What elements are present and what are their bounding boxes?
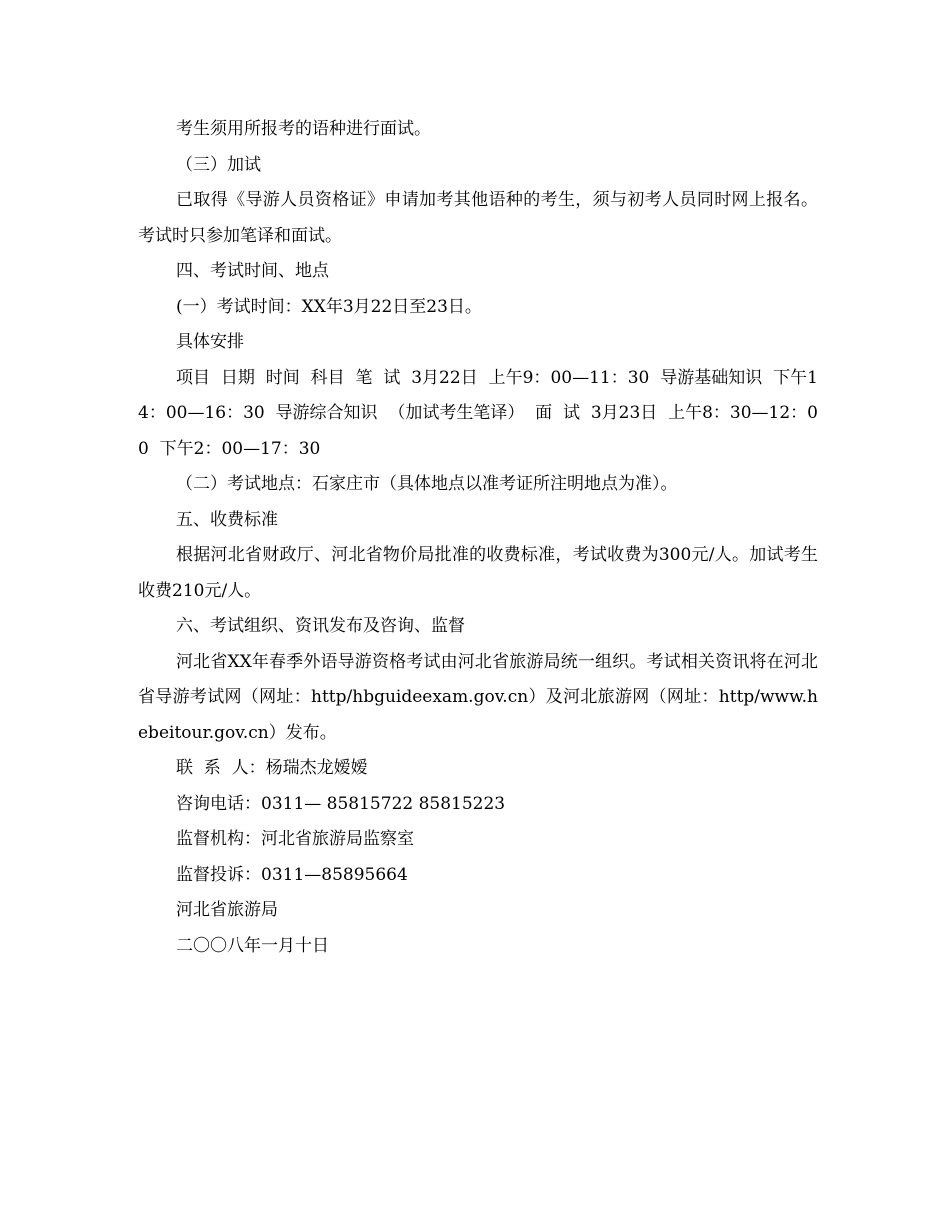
heading-exam-time-place: 四、考试时间、地点 xyxy=(176,261,329,281)
heading-fee-standard: 五、收费标准 xyxy=(176,509,278,530)
heading-schedule: 具体安排 xyxy=(176,332,244,352)
heading-additional-exam: （三）加试 xyxy=(176,154,261,175)
supervision-agency: 监督机构：河北省旅游局监察室 xyxy=(176,829,414,849)
document-body xyxy=(138,112,818,964)
paragraph-additional-exam: 已取得《导游人员资格证》申请加考其他语种的考生，须与初考人员同时网上报名。考试时只参加笔译和面试。 xyxy=(138,190,818,246)
paragraph-interview-language: 考生须用所报考的语种进行面试。 xyxy=(176,119,431,139)
issue-date: 二〇〇八年一月十日 xyxy=(176,935,329,956)
contact-person: 联 系 人：杨瑞杰龙嫒嫒 xyxy=(176,758,368,778)
paragraph-exam-time: (一）考试时间：XX年3月22日至23日。 xyxy=(176,296,482,317)
paragraph-schedule: 项目 日期 时间 科目 笔 试 3月22日 上午9：00—11：30 导游基础知识 下午14：00—16：30 导游综合知识 （加试考生笔译） 面 试 3月23日 上午8：30—12：00 下午2：00—17：30 xyxy=(138,367,818,459)
paragraph-exam-place: （二）考试地点：石家庄市（具体地点以准考证所注明地点为准）。 xyxy=(176,474,678,494)
heading-organization: 六、考试组织、资讯发布及咨询、监督 xyxy=(176,616,465,636)
complaint-phone: 监督投诉：0311—85895664 xyxy=(176,864,408,885)
issuer-name: 河北省旅游局 xyxy=(176,900,278,920)
paragraph-organization: 河北省XX年春季外语导游资格考试由河北省旅游局统一组织。考试相关资讯将在河北省导游考试网（网址：http/hbguideexam.gov.cn）及河北旅游网（网址：http/www.hebeitour.gov.cn）发布。 xyxy=(138,651,818,743)
consult-phone: 咨询电话：0311— 85815722 85815223 xyxy=(176,793,506,814)
paragraph-fee: 根据河北省财政厅、河北省物价局批准的收费标准，考试收费为300元/人。加试考生收费210元/人。 xyxy=(138,545,818,601)
